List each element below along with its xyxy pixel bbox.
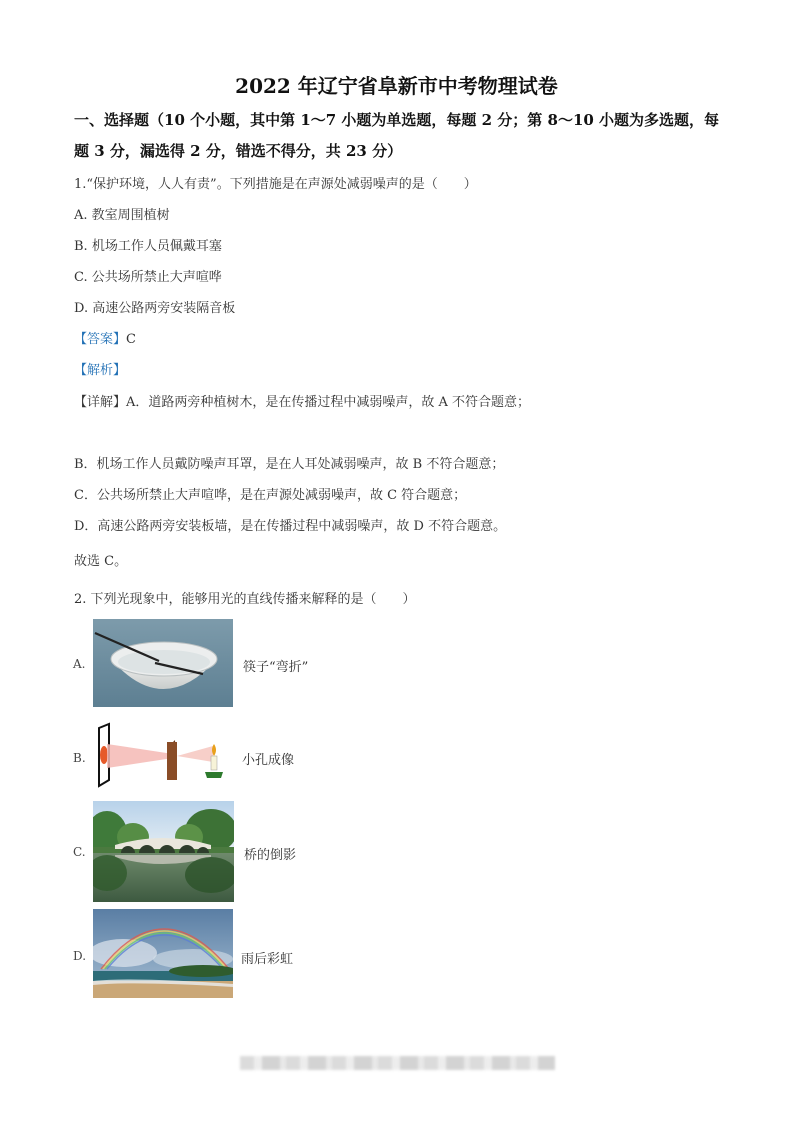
q2-option-c-caption: 桥的倒影 bbox=[244, 848, 297, 863]
q1-detail-c: C．公共场所禁止大声喧哗，是在声源处减弱噪声，故 C 符合题意； bbox=[74, 488, 467, 503]
q1-detail-d: D．高速公路两旁安装板墙，是在传播过程中减弱噪声，故 D 不符合题意。 bbox=[74, 519, 507, 534]
q1-answer bbox=[74, 328, 136, 347]
q2-option-a-label: A. bbox=[73, 657, 86, 671]
answer-tag: 【答案】 bbox=[74, 332, 127, 347]
q2-option-b-label: B. bbox=[73, 751, 86, 765]
q2-option-c-label: C. bbox=[73, 845, 86, 859]
q1-analysis-tag: 【解析】 bbox=[74, 363, 127, 378]
q1-detail-a bbox=[74, 391, 530, 410]
q1-detail-b: B．机场工作人员戴防噪声耳罩，是在人耳处减弱噪声，故 B 不符合题意； bbox=[74, 457, 505, 472]
section-heading-line2: 题 3 分，漏选得 2 分，错选不得分，共 23 分） bbox=[74, 142, 403, 160]
q1-option-b: B. 机场工作人员佩戴耳塞 bbox=[74, 239, 222, 254]
page-title: 2022 年辽宁省阜新市中考物理试卷 bbox=[235, 74, 558, 98]
q2-option-a-caption: 筷子“弯折” bbox=[243, 660, 309, 675]
pinhole-imaging-image bbox=[93, 722, 233, 792]
q1-conclusion: 故选 C。 bbox=[74, 554, 128, 569]
rainbow-image bbox=[93, 909, 233, 998]
blurred-footer bbox=[240, 1056, 555, 1070]
q2-option-d-label: D. bbox=[73, 949, 87, 963]
q2-option-b-caption: 小孔成像 bbox=[242, 753, 295, 768]
detail-tag: 【详解】 bbox=[74, 395, 127, 410]
q2-option-d-caption: 雨后彩虹 bbox=[241, 952, 294, 967]
bowl-chopstick-image bbox=[93, 619, 233, 707]
bridge-reflection-image bbox=[93, 801, 234, 902]
section-heading-line1: 一、选择题（10 个小题，其中第 1～7 小题为单选题，每题 2 分；第 8～10 小题为多选题，每 bbox=[74, 111, 720, 129]
q2-stem: 2. 下列光现象中，能够用光的直线传播来解释的是（ ） bbox=[74, 592, 416, 607]
q1-stem: 1.“保护环境，人人有责”。下列措施是在声源处减弱噪声的是（ ） bbox=[74, 177, 477, 192]
answer-value: C bbox=[126, 332, 136, 347]
detail-a-text: A．道路两旁种植树木，是在传播过程中减弱噪声，故 A 不符合题意； bbox=[126, 395, 531, 410]
q1-option-a: A. 教室周围植树 bbox=[74, 208, 170, 223]
q1-option-d: D. 高速公路两旁安装隔音板 bbox=[74, 301, 236, 316]
q1-option-c: C. 公共场所禁止大声喧哗 bbox=[74, 270, 222, 285]
